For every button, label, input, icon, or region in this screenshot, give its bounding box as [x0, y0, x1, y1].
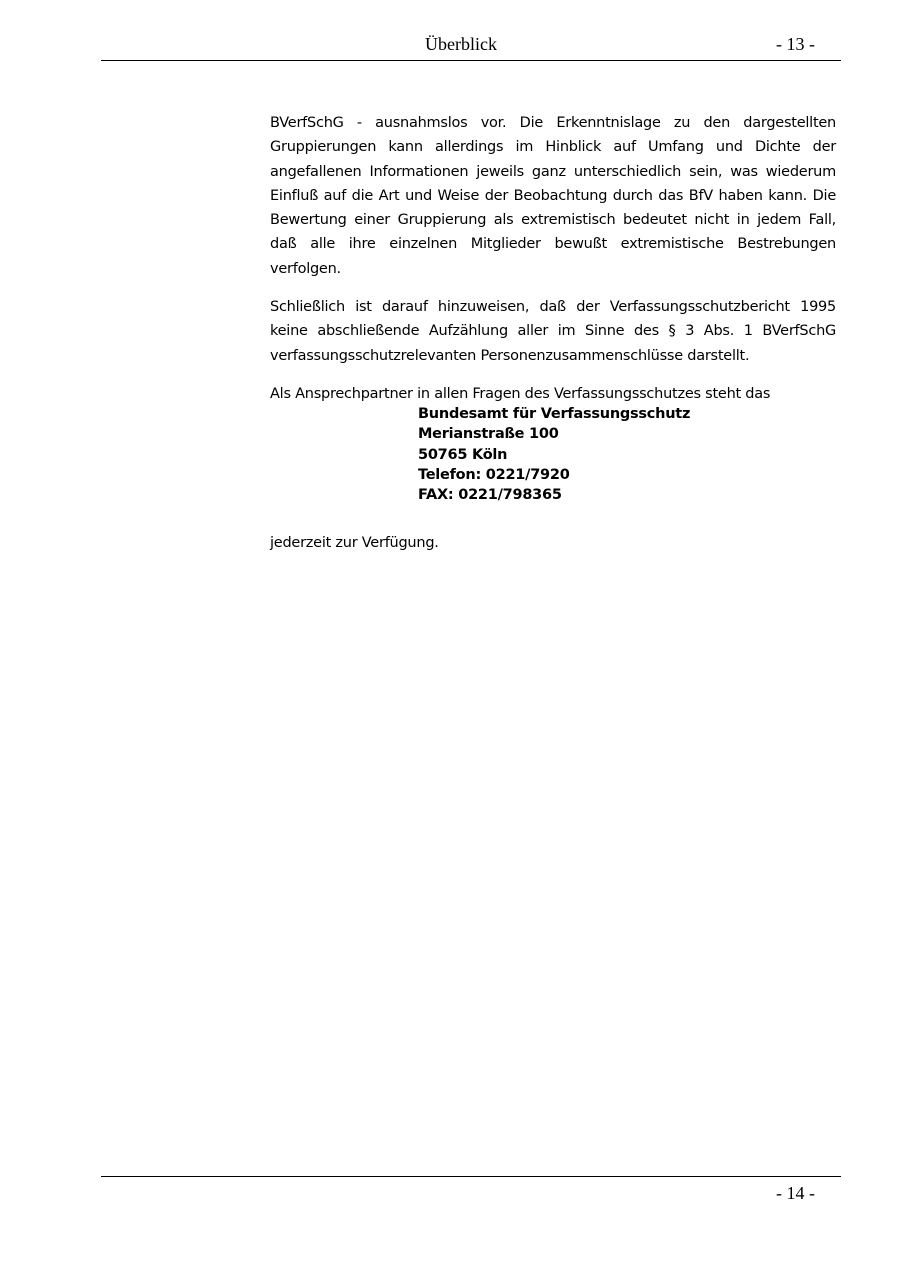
closing-text: jederzeit zur Verfügung.	[270, 535, 439, 551]
footer-divider	[101, 1176, 841, 1177]
address-phone: Telefon: 0221/7920	[418, 466, 570, 483]
address-block	[418, 404, 690, 505]
address-street: Merianstraße 100	[418, 426, 559, 443]
header-title: Überblick	[425, 34, 497, 54]
header-page-number: - 13 -	[776, 34, 815, 54]
paragraph-3: Als Ansprechpartner in allen Fragen des Verfassungsschutzes steht das	[270, 385, 771, 402]
body-text	[270, 111, 836, 420]
page-header	[101, 32, 841, 61]
paragraph-2: Schließlich ist darauf hinzuweisen, daß der Verfassungsschutzbericht 1995 keine abschließende Aufzählung aller im Sinne des § 3 Abs. 1 BVerfSchG verfassungsschutzrelevanten Personenzusammenschlüsse darstellt.	[270, 299, 836, 364]
paragraph-1: BVerfSchG - ausnahmslos vor. Die Erkenntnislage zu den dargestellten Gruppierungen kann allerdings im Hinblick auf Umfang und Dichte der angefallenen Informationen jeweils ganz unterschiedlich sein, was wiederum Einfluß auf die Art und Weise der Beobachtung durch das BfV haben kann. Die Bewertung einer Gruppierung als extremistisch bedeutet nicht in jedem Fall, daß alle ihre einzelnen Mitglieder bewußt extremistische Bestrebungen verfolgen.	[270, 115, 836, 277]
footer-page-number: - 14 -	[776, 1183, 815, 1203]
address-fax: FAX: 0221/798365	[418, 487, 562, 504]
address-city: 50765 Köln	[418, 446, 508, 463]
address-name: Bundesamt für Verfassungsschutz	[418, 406, 691, 422]
